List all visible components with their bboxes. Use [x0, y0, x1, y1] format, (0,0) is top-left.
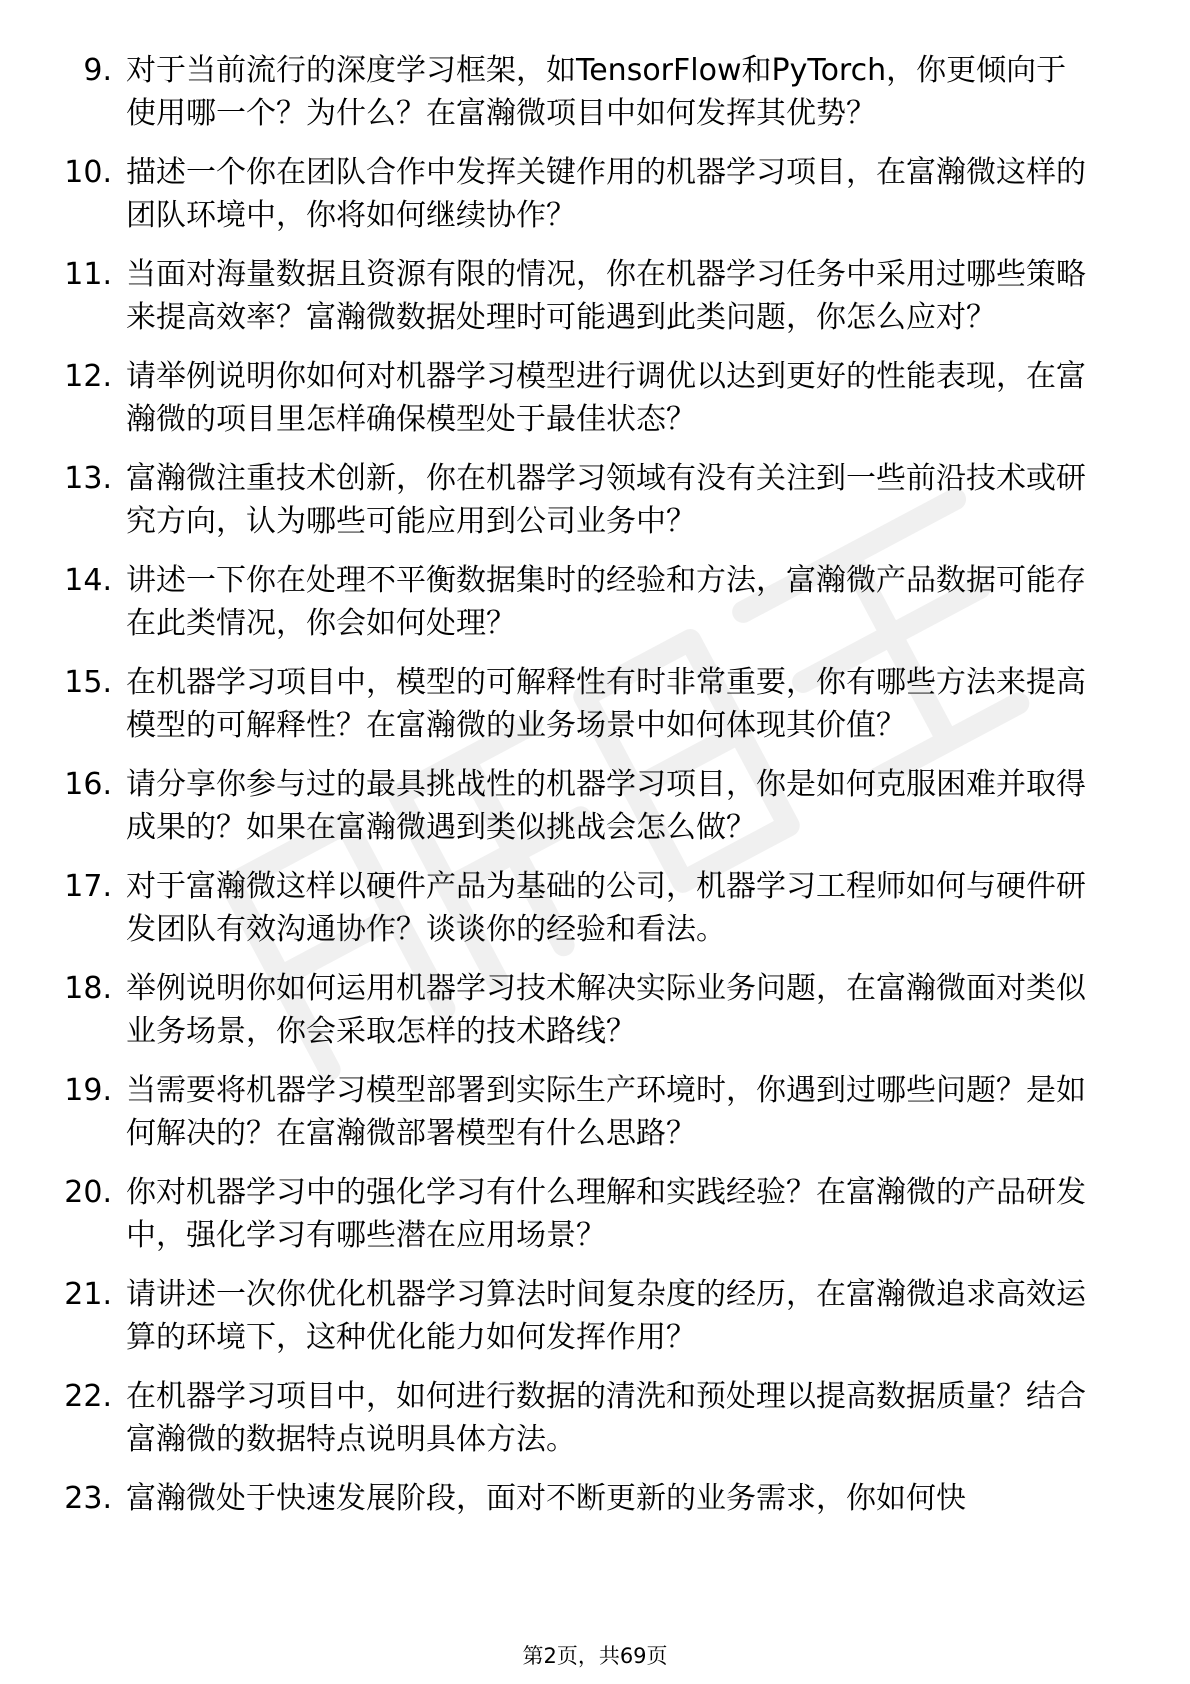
- question-item: [0, 560, 1190, 645]
- question-text: 在机器学习项目中，模型的可解释性有时非常重要，你有哪些方法来提高模型的可解释性？在富瀚微的业务场景中如何体现其价值？: [126, 665, 1086, 743]
- page-footer: 第2页，共69页: [522, 1644, 668, 1668]
- question-text: 请分享你参与过的最具挑战性的机器学习项目，你是如何克服困难并取得成果的？如果在富瀚微遇到类似挑战会怎么做？: [126, 767, 1086, 845]
- question-item: [0, 50, 1190, 135]
- question-number: 12.: [64, 359, 112, 394]
- question-item: [0, 1070, 1190, 1155]
- question-number: 9.: [83, 53, 112, 88]
- question-number: 19.: [64, 1073, 112, 1108]
- question-text: 对于富瀚微这样以硬件产品为基础的公司，机器学习工程师如何与硬件研发团队有效沟通协作？谈谈你的经验和看法。: [126, 869, 1086, 947]
- question-item: [0, 866, 1190, 951]
- question-text: 对于当前流行的深度学习框架，如TensorFlow和PyTorch，你更倾向于使用哪一个？为什么？在富瀚微项目中如何发挥其优势？: [126, 53, 1067, 131]
- question-item: [0, 764, 1190, 849]
- question-number: 13.: [64, 461, 112, 496]
- question-item: [0, 662, 1190, 747]
- question-text: 讲述一下你在处理不平衡数据集时的经验和方法，富瀚微产品数据可能存在此类情况，你会如何处理？: [126, 563, 1086, 641]
- question-item: [0, 356, 1190, 441]
- question-item: [0, 968, 1190, 1053]
- question-number: 22.: [64, 1379, 112, 1414]
- question-text: 在机器学习项目中，如何进行数据的清洗和预处理以提高数据质量？结合富瀚微的数据特点说明具体方法。: [126, 1379, 1086, 1457]
- question-item: [0, 458, 1190, 543]
- question-text: 富瀚微处于快速发展阶段，面对不断更新的业务需求，你如何快: [126, 1481, 966, 1516]
- question-text: 你对机器学习中的强化学习有什么理解和实践经验？在富瀚微的产品研发中，强化学习有哪些潜在应用场景？: [126, 1175, 1086, 1253]
- question-text: 描述一个你在团队合作中发挥关键作用的机器学习项目，在富瀚微这样的团队环境中，你将如何继续协作？: [126, 155, 1086, 233]
- question-text: 请讲述一次你优化机器学习算法时间复杂度的经历，在富瀚微追求高效运算的环境下，这种优化能力如何发挥作用？: [126, 1277, 1086, 1355]
- question-number: 21.: [64, 1277, 112, 1312]
- question-item: [0, 152, 1190, 237]
- question-text: 举例说明你如何运用机器学习技术解决实际业务问题，在富瀚微面对类似业务场景，你会采取怎样的技术路线？: [126, 971, 1086, 1049]
- question-number: 11.: [64, 257, 112, 292]
- question-item: [0, 1172, 1190, 1257]
- question-number: 14.: [64, 563, 112, 598]
- question-number: 10.: [64, 155, 112, 190]
- question-list: [0, 50, 1190, 1538]
- question-number: 16.: [64, 767, 112, 802]
- question-number: 17.: [64, 869, 112, 904]
- question-text: 当需要将机器学习模型部署到实际生产环境时，你遇到过哪些问题？是如何解决的？在富瀚微部署模型有什么思路？: [126, 1073, 1086, 1151]
- question-item: [0, 1478, 1190, 1521]
- question-text: 请举例说明你如何对机器学习模型进行调优以达到更好的性能表现，在富瀚微的项目里怎样确保模型处于最佳状态？: [126, 359, 1086, 437]
- question-item: [0, 1274, 1190, 1359]
- question-text: 当面对海量数据且资源有限的情况，你在机器学习任务中采用过哪些策略来提高效率？富瀚微数据处理时可能遇到此类问题，你怎么应对？: [126, 257, 1086, 335]
- question-number: 23.: [64, 1481, 112, 1516]
- question-text: 富瀚微注重技术创新，你在机器学习领域有没有关注到一些前沿技术或研究方向，认为哪些可能应用到公司业务中？: [126, 461, 1086, 539]
- question-number: 15.: [64, 665, 112, 700]
- question-item: [0, 1376, 1190, 1461]
- question-item: [0, 254, 1190, 339]
- question-number: 18.: [64, 971, 112, 1006]
- question-number: 20.: [64, 1175, 112, 1210]
